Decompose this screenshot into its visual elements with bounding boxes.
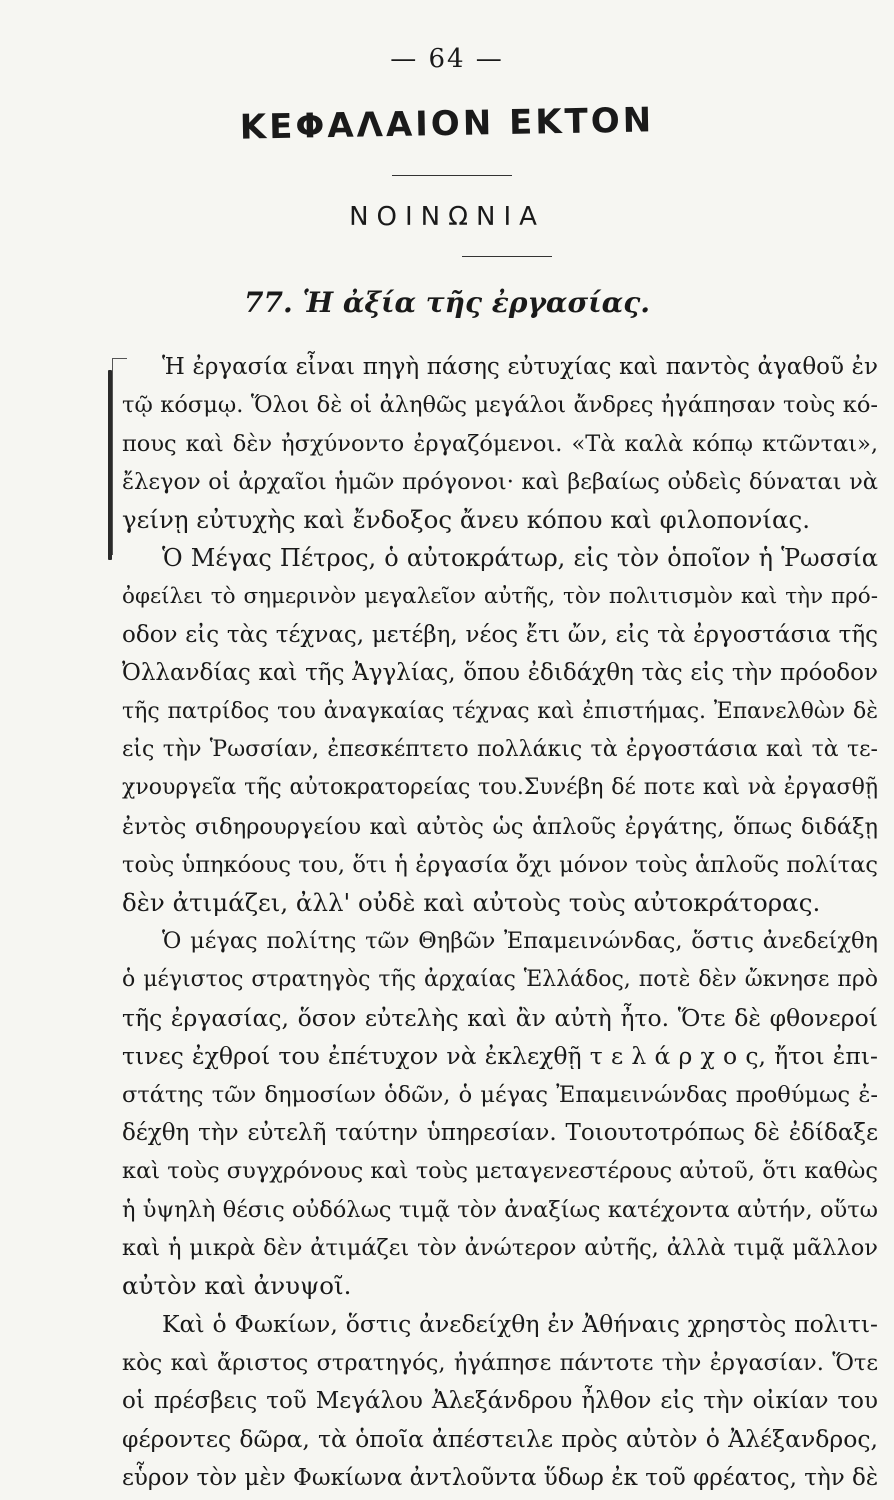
text-line: τῷ κόσμῳ. Ὅλοι δὲ οἱ ἀληθῶς μεγάλοι ἄνδρες ἠγάπησαν τοὺς κό- <box>122 392 878 419</box>
text-line: ἡ ὑψηλὴ θέσις οὐδόλως τιμᾷ τὸν ἀναξίως κατέχοντα αὐτήν, οὕτω <box>122 1196 878 1223</box>
text-line: πους καὶ δὲν ἠσχύνοντο ἐργαζόμενοι. «Τὰ καλὰ κόπῳ κτῶνται», <box>122 430 878 457</box>
text-line: καὶ τοὺς συγχρόνους καὶ τοὺς μεταγενεστέρους αὐτοῦ, ὅτι καθὼς <box>122 1158 878 1185</box>
section-heading: 77. Ἡ ἀξία τῆς ἐργασίας. <box>243 286 651 319</box>
text-line: δὲν ἀτιμάζει, ἀλλ' οὐδὲ καὶ αὐτοὺς τοὺς αὐτοκράτορας. <box>122 888 821 918</box>
text-line: στάτης τῶν δημοσίων ὁδῶν, ὁ μέγας Ἐπαμεινώνδας προθύμως ἐ- <box>122 1081 878 1108</box>
divider <box>392 175 512 176</box>
text-line: ἐντὸς σιδηρουργείου καὶ αὐτὸς ὡς ἁπλοῦς ἐργάτης, ὅπως διδάξῃ <box>122 813 878 840</box>
text-line: τῆς πατρίδος του ἀναγκαίας τέχνας καὶ ἐπιστήμας. Ἐπανελθὼν δὲ <box>122 698 878 724</box>
text-line: κὸς καὶ ἄριστος στρατηγός, ἠγάπησε πάντοτε τὴν ἐργασίαν. Ὅτε <box>122 1349 878 1376</box>
text-line: Καὶ ὁ Φωκίων, ὅστις ἀνεδείχθη ἐν Ἀθήναις χρηστὸς πολιτι- <box>162 1310 878 1339</box>
margin-mark <box>108 370 112 560</box>
text-line: τινες ἐχθροί του ἐπέτυχον νὰ ἐκλεχθῇ τ ε λ ά ρ χ ο ς, ἤτοι ἐπι- <box>122 1042 878 1071</box>
text-line: ὀφείλει τὸ σημερινὸν μεγαλεῖον αὐτῆς, τὸν πολιτισμὸν καὶ τὴν πρό- <box>122 583 878 609</box>
text-line: εὗρον τὸν μὲν Φωκίωνα ἀντλοῦντα ὕδωρ ἐκ τοῦ φρέατος, τὴν δὲ <box>122 1464 879 1491</box>
text-line: ὁ μέγιστος στρατηγὸς τῆς ἀρχαίας Ἑλλάδος, ποτὲ δὲν ὤκνησε πρὸ <box>122 966 878 992</box>
divider <box>462 256 552 257</box>
text-line: Ὁ μέγας πολίτης τῶν Θηβῶν Ἐπαμεινώνδας, ὅστις ἀνεδείχθη <box>162 928 878 955</box>
text-line: τῆς ἐργασίας, ὅσον εὐτελὴς καὶ ἂν αὐτὴ ἦτο. Ὅτε δὲ φθονεροί <box>122 1004 878 1033</box>
text-line: εἰς τὴν Ῥωσσίαν, ἐπεσκέπτετο πολλάκις τὰ ἐργοστάσια καὶ τὰ τε- <box>122 736 878 762</box>
text-line: αὐτὸν καὶ ἀνυψοῖ. <box>122 1271 352 1301</box>
section-subtitle: ΝΟΙΝΩΝΙΑ <box>349 202 545 232</box>
body-text <box>122 348 878 1497</box>
text-line: Ἡ ἐργασία εἶναι πηγὴ πάσης εὐτυχίας καὶ παντὸς ἀγαθοῦ ἐν <box>162 354 878 380</box>
text-line: οἱ πρέσβεις τοῦ Μεγάλου Ἀλεξάνδρου ἦλθον εἰς τὴν οἰκίαν του <box>122 1388 878 1415</box>
text-line: χνουργεῖα τῆς αὐτοκρατορείας του.Συνέβη δέ ποτε καὶ νὰ ἐργασθῇ <box>122 775 878 801</box>
text-line: οδον εἰς τὰς τέχνας, μετέβη, νέος ἔτι ὤν, εἰς τὰ ἐργοστάσια τῆς <box>122 622 878 649</box>
text-line: Ὀλλανδίας καὶ τῆς Ἀγγλίας, ὅπου ἐδιδάχθη τὰς εἰς τὴν πρόοδον <box>122 660 878 687</box>
chapter-title: ΚΕΦΑΛΑΙΟΝ ΕΚΤΟΝ <box>239 100 655 148</box>
text-line: Ὁ Μέγας Πέτρος, ὁ αὐτοκράτωρ, εἰς τὸν ὁποῖον ἡ Ῥωσσία <box>162 544 878 573</box>
text-line: τοὺς ὑπηκόους του, ὅτι ἡ ἐργασία ὄχι μόνον τοὺς ἁπλοῦς πολίτας <box>122 851 878 878</box>
text-line: γείνῃ εὐτυχὴς καὶ ἔνδοξος ἄνευ κόπου καὶ φιλοπονίας. <box>122 505 811 535</box>
text-line: καὶ ἡ μικρὰ δὲν ἀτιμάζει τὸν ἀνώτερον αὐτῆς, ἀλλὰ τιμᾷ μᾶλλον <box>122 1234 878 1261</box>
text-line: ἔλεγον οἱ ἀρχαῖοι ἡμῶν πρόγονοι· καὶ βεβαίως οὐδεὶς δύναται νὰ <box>122 468 878 495</box>
page-number: — 64 — <box>390 44 504 74</box>
text-line: δέχθη τὴν εὐτελῆ ταύτην ὑπηρεσίαν. Τοιουτοτρόπως δὲ ἐδίδαξε <box>122 1119 878 1146</box>
text-line: φέροντες δῶρα, τὰ ὁποῖα ἀπέστειλε πρὸς αὐτὸν ὁ Ἀλέξανδρος, <box>122 1425 878 1454</box>
